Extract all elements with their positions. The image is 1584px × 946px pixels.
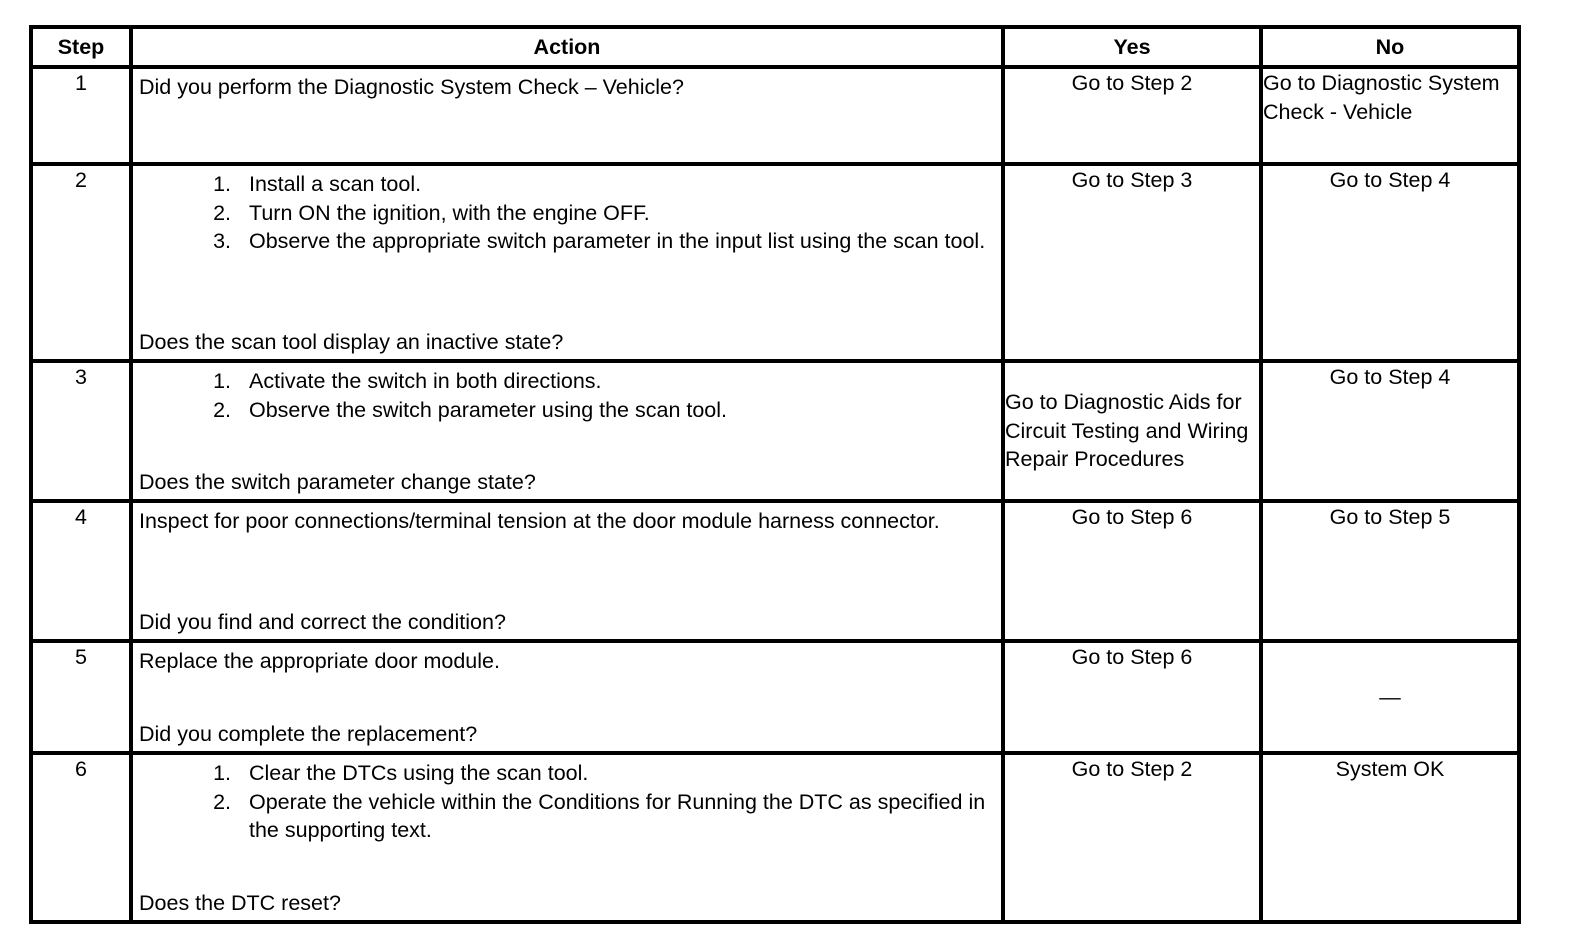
action-cell (131, 641, 1003, 753)
action-cell (131, 164, 1003, 361)
table-row (31, 753, 1519, 922)
header-action: Action (131, 27, 1003, 67)
action-cell (131, 501, 1003, 641)
action-steps (139, 759, 995, 845)
action-question: Does the DTC reset? (139, 890, 341, 915)
yes-cell: Go to Step 6 (1003, 501, 1261, 641)
no-cell: Go to Step 4 (1261, 361, 1519, 501)
action-steps (139, 170, 995, 256)
step-number: 4 (31, 501, 131, 641)
step-number: 6 (31, 753, 131, 922)
action-text: Inspect for poor connections/terminal tension at the door module harness connector. (139, 509, 940, 533)
table-row (31, 164, 1519, 361)
no-cell: Go to Step 5 (1261, 501, 1519, 641)
action-step-item: 1. Activate the switch in both directions. (237, 367, 995, 396)
action-step-item: 1. Clear the DTCs using the scan tool. (237, 759, 995, 788)
yes-cell: Go to Diagnostic Aids for Circuit Testing and Wiring Repair Procedures (1003, 361, 1261, 501)
action-question: Does the switch parameter change state? (139, 469, 536, 494)
header-step: Step (31, 27, 131, 67)
no-cell: — (1261, 641, 1519, 753)
step-number: 3 (31, 361, 131, 501)
header-row (31, 27, 1519, 67)
action-step-item: 2. Operate the vehicle within the Conditions for Running the DTC as specified in the supporting text. (237, 788, 995, 845)
header-no: No (1261, 27, 1519, 67)
action-cell (131, 67, 1003, 164)
action-question: Does the scan tool display an inactive state? (139, 329, 564, 354)
table-row (31, 361, 1519, 501)
header-yes: Yes (1003, 27, 1261, 67)
action-text: Replace the appropriate door module. (139, 649, 500, 673)
action-question: Did you complete the replacement? (139, 721, 478, 746)
table-row (31, 641, 1519, 753)
table-row (31, 67, 1519, 164)
yes-cell: Go to Step 2 (1003, 753, 1261, 922)
action-text: Did you perform the Diagnostic System Check – Vehicle? (139, 75, 684, 99)
no-cell: Go to Step 4 (1261, 164, 1519, 361)
action-cell (131, 361, 1003, 501)
no-cell: System OK (1261, 753, 1519, 922)
action-question: Did you find and correct the condition? (139, 609, 506, 634)
table-row (31, 501, 1519, 641)
yes-cell: Go to Step 2 (1003, 67, 1261, 164)
diagnostic-table (29, 25, 1521, 924)
step-number: 2 (31, 164, 131, 361)
action-step-item: 2. Observe the switch parameter using the scan tool. (237, 396, 995, 425)
action-steps (139, 367, 995, 424)
yes-cell: Go to Step 3 (1003, 164, 1261, 361)
action-step-item: 3. Observe the appropriate switch parameter in the input list using the scan tool. (237, 227, 995, 256)
action-step-item: 1. Install a scan tool. (237, 170, 995, 199)
step-number: 5 (31, 641, 131, 753)
step-number: 1 (31, 67, 131, 164)
no-cell: Go to Diagnostic System Check - Vehicle (1261, 67, 1519, 164)
yes-cell: Go to Step 6 (1003, 641, 1261, 753)
action-cell (131, 753, 1003, 922)
action-step-item: 2. Turn ON the ignition, with the engine OFF. (237, 199, 995, 228)
